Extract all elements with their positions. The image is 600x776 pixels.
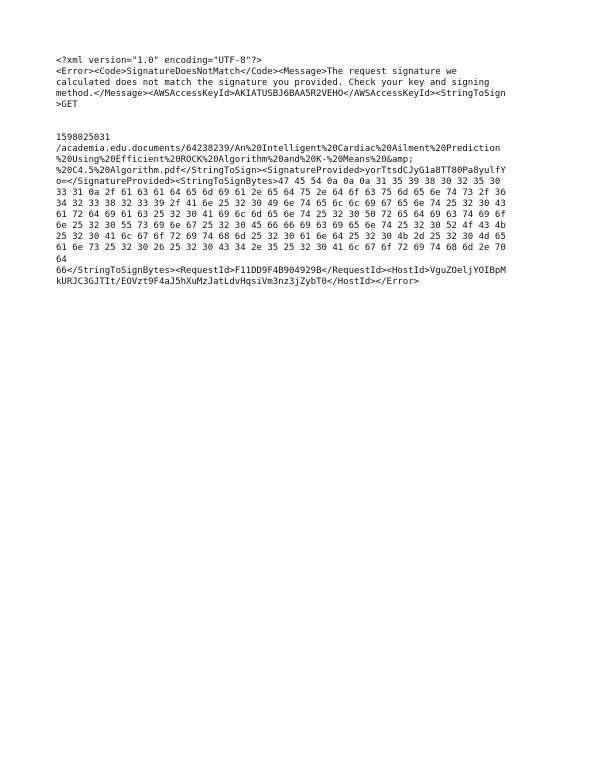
text-line: >GET [56,100,78,111]
text-line: 66</StringToSignBytes><RequestId>F11DD9F4B904929B</RequestId><HostId>VguZOeljYOIBpM [56,265,506,276]
text-line: %20C4.5%20Algorithm.pdf</StringToSign><SignatureProvided>yorTtsdCJyG1a8TT80Pa8yulfY [56,166,506,177]
text-line: calculated does not match the signature you provided. Check your key and signing [56,78,490,89]
text-line: %20Using%20Efficient%20ROCK%20Algorithm%20and%20K-%20Means%20&amp; [56,155,414,166]
text-line: 61 6e 73 25 32 30 26 25 32 30 43 34 2e 35 25 32 30 41 6c 67 6f 72 69 74 68 6d 2e 70 [56,243,506,254]
text-line: 25 32 30 41 6c 67 6f 72 69 74 68 6d 25 32 30 61 6e 64 25 32 30 4b 2d 25 32 30 4d 65 [56,232,506,243]
text-line: /academia.edu.documents/64238239/An%20Intelligent%20Cardiac%20Ailment%20Prediction [56,144,501,155]
text-line: 64 [56,254,67,265]
text-line: <?xml version="1.0" encoding="UTF-8"?> [56,56,262,66]
text-line: o=</SignatureProvided><StringToSignBytes>47 45 54 0a 0a 0a 31 35 39 38 30 32 35 30 [56,177,501,188]
text-line: 34 32 33 38 32 33 39 2f 41 6e 25 32 30 49 6e 74 65 6c 6c 69 67 65 6e 74 25 32 30 43 [56,199,506,210]
xml-error-body [56,133,506,288]
text-line: kURJC3GJTIt/EOVzt9F4aJ5hXuMzJatLdvHqsiVm3nz3jZybT0</HostId></Error> [56,276,420,287]
text-line: 61 72 64 69 61 63 25 32 30 41 69 6c 6d 65 6e 74 25 32 30 50 72 65 64 69 63 74 69 6f [56,210,506,221]
xml-error-header [56,56,506,111]
text-line: <Error><Code>SignatureDoesNotMatch</Code><Message>The request signature we [56,67,457,78]
text-line: method.</Message><AWSAccessKeyId>AKIATUSBJ6BAA5R2VEHO</AWSAccessKeyId><StringToSign [56,89,506,100]
text-line: 1598025031 [56,133,111,143]
text-line: 6e 25 32 30 55 73 69 6e 67 25 32 30 45 66 66 69 63 69 65 6e 74 25 32 30 52 4f 43 4b [56,221,506,232]
text-line: 33 31 0a 2f 61 63 61 64 65 6d 69 61 2e 65 64 75 2e 64 6f 63 75 6d 65 6e 74 73 2f 36 [56,188,506,199]
